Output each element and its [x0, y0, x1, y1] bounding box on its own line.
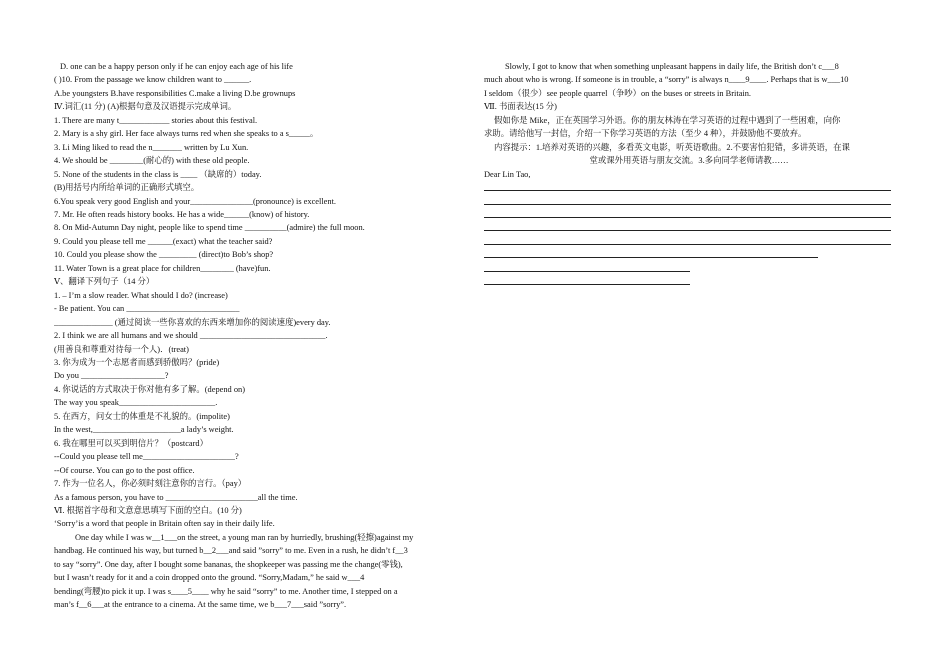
- translate-1-q: 1. – I’m a slow reader. What should I do? (increase): [54, 290, 228, 300]
- translate-1-cont: ______________ (通过阅读一些你喜欢的东西来增加你的阅读速度)every day.: [54, 317, 331, 327]
- vocab-item-10: 10. Could you please show the _________ (direct)to Bob’s shop?: [54, 250, 274, 260]
- section-4-heading: Ⅳ.词汇(11 分) (A)根据句意及汉语提示完成单词。: [54, 102, 237, 112]
- translate-6: 6. 我在哪里可以买到明信片？（postcard）: [54, 438, 208, 448]
- vocab-item-6: 6.You speak very good English and your_______________(pronounce) is excellent.: [54, 196, 336, 206]
- translate-5-answer: In the west,_____________________a lady’s weight.: [54, 425, 234, 435]
- writing-hint-2: 堂或课外用英语与朋友交流。3.多向同学老师请教……: [589, 156, 789, 166]
- writing-line[interactable]: [484, 181, 894, 194]
- writing-prompt-1: 假如你是 Mike，正在英国学习外语。你的朋友林涛在学习英语的过程中遇到了一些困难，向你: [494, 115, 841, 125]
- vocab-item-5: 5. None of the students in the class is ____ （缺席的）today.: [54, 169, 262, 179]
- passage-intro: ‘Sorry’is a word that people in Britain often say in their daily life.: [54, 519, 275, 529]
- question-10-options: A.be youngsters B.have responsibilities C.make a living D.be grownups: [54, 88, 296, 98]
- section-5-heading: Ⅴ、翻译下列句子（14 分）: [54, 277, 155, 287]
- letter-greeting: Dear Lin Tao,: [484, 169, 531, 179]
- translate-3: 3. 你为成为一个志愿者而感到骄傲吗？(pride): [54, 357, 220, 367]
- passage-line-4: but I wasn’t ready for it and a coin dropped onto the ground. “Sorry,Madam,” he said w___4: [54, 573, 365, 583]
- vocab-item-3: 3. Li Ming liked to read the n_______ written by Lu Xun.: [54, 142, 249, 152]
- left-column: [54, 60, 465, 612]
- translate-5: 5. 在西方，问女士的体重是不礼貌的。(impolite): [54, 411, 230, 421]
- section-4b-heading: (B)用括号内所给单词的正确形式填空。: [54, 183, 200, 193]
- passage-line-9: I seldom（很少）see people quarrel（争吵）on the buses or streets in Britain.: [484, 88, 752, 98]
- writing-line[interactable]: [484, 221, 894, 234]
- vocab-item-1: 1. There are many t____________ stories about this festival.: [54, 115, 258, 125]
- passage-line-8: much about who is wrong. If someone is in trouble, a “sorry” is always n____9____. Perhaps that is w___10: [484, 75, 849, 85]
- writing-line[interactable]: [484, 262, 894, 275]
- writing-line[interactable]: [484, 208, 894, 221]
- vocab-item-9: 9. Could you please tell me ______(exact) what the teacher said?: [54, 236, 273, 246]
- writing-line[interactable]: [484, 195, 894, 208]
- writing-line[interactable]: [484, 248, 894, 261]
- vocab-item-11: 11. Water Town is a great place for children________ (have)fun.: [54, 263, 271, 273]
- section-6-heading: Ⅵ. 根据首字母和文意意思填写下面的空白。(10 分): [54, 505, 242, 515]
- vocab-item-4: 4. We should be ________(耐心的) with these old people.: [54, 156, 250, 166]
- translate-2-hint: (用善良和尊重对待每一个人)．(treat): [54, 344, 189, 354]
- question-10: ( )10. From the passage we know children want to ______.: [54, 75, 252, 85]
- translate-4: 4. 你说话的方式取决于你对他有多了解。(depend on): [54, 384, 245, 394]
- passage-line-5: bending(弯腰)to pick it up. I was s____5____ why he said “sorry” to me. Another time, I stepped on a: [54, 586, 398, 596]
- translate-6-q: --Could you please tell me______________________?: [54, 452, 239, 462]
- translate-1-a: - Be patient. You can ___________________________: [54, 304, 240, 314]
- writing-prompt-2: 求助。请给他写一封信，介绍一下你学习英语的方法（至少 4 种），并鼓励他不要放弃。: [484, 129, 807, 139]
- passage-line-6: man’s f__6___at the entrance to a cinema. At the same time, we b___7___said ”sorry”.: [54, 600, 347, 610]
- vocab-item-8: 8. On Mid-Autumn Day night, people like to spend time __________(admire) the full moon.: [54, 223, 365, 233]
- vocab-item-7: 7. Mr. He often reads history books. He has a wide______(know) of history.: [54, 209, 310, 219]
- translate-6-a: --Of course. You can go to the post office.: [54, 465, 195, 475]
- translate-7: 7. 作为一位名人，你必须时刻注意你的言行。（pay）: [54, 479, 247, 489]
- translate-3-answer: Do you ____________________?: [54, 371, 169, 381]
- passage-line-3: to say “sorry”. One day, after I bought some bananas, the shopkeeper was passing me the change(零钱),: [54, 559, 403, 569]
- passage-line-7: Slowly, I got to know that when something unpleasant happens in daily life, the British don’t c___8: [505, 62, 839, 71]
- section-7-heading: Ⅶ. 书面表达(15 分): [484, 102, 557, 112]
- passage-line-1: One day while I was w__1___on the street, a young man ran by hurriedly, brushing(轻擦)against my: [75, 532, 414, 542]
- translate-7-answer: As a famous person, you have to ______________________all the time.: [54, 492, 298, 502]
- writing-line[interactable]: [484, 275, 894, 288]
- vocab-item-2: 2. Mary is a shy girl. Her face always turns red when she speaks to a s_____。: [54, 129, 319, 139]
- right-column: [484, 60, 894, 289]
- option-d-line: D. one can be a happy person only if he can enjoy each age of his life: [60, 62, 293, 71]
- translate-2: 2. I think we are all humans and we should ______________________________.: [54, 331, 328, 341]
- passage-line-2: handbag. He continued his way, but turned b__2___and said ”sorry” to me. Even in a rush, he didn’t f__3: [54, 546, 408, 556]
- writing-line[interactable]: [484, 235, 894, 248]
- writing-hint-1: 内容提示：1.培养对英语的兴趣，多看英文电影，听英语歌曲。2.不要害怕犯错，多讲英语，在课: [494, 142, 850, 152]
- translate-4-answer: The way you speak_______________________.: [54, 398, 218, 408]
